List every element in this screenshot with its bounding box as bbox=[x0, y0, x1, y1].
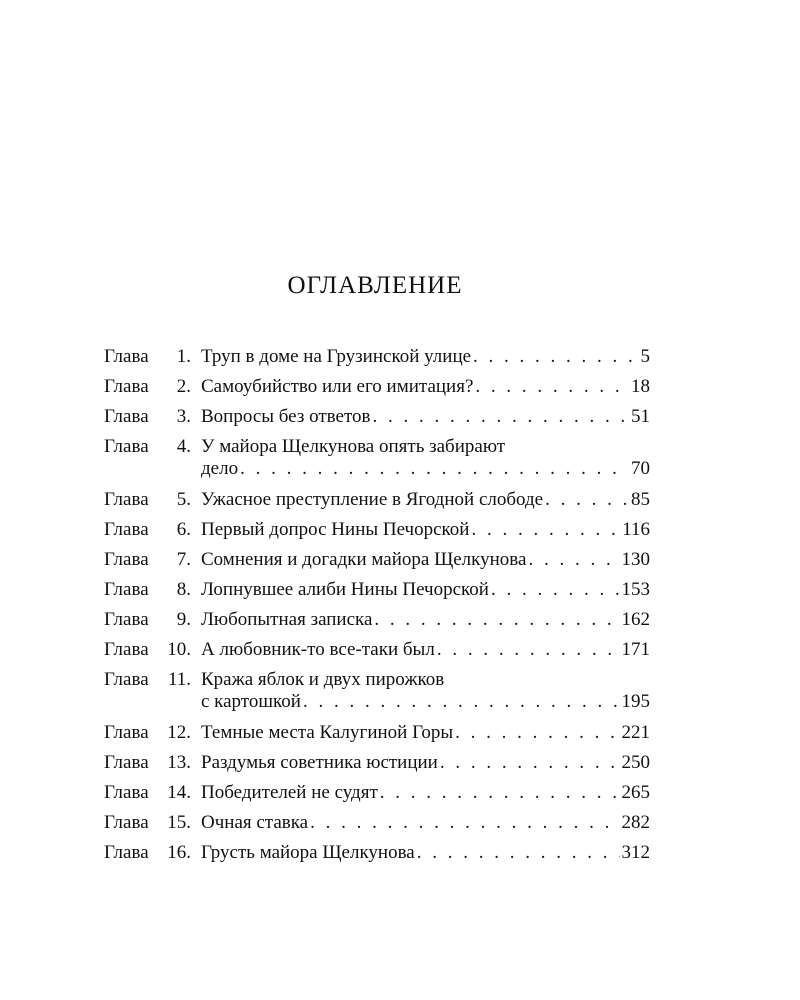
chapter-number: 13. bbox=[167, 752, 191, 773]
chapter-title: Лопнувшее алиби Нины Печорской bbox=[201, 579, 489, 600]
chapter-title: дело bbox=[201, 458, 239, 479]
dot-leader bbox=[491, 579, 620, 601]
chapter-number: 15. bbox=[167, 812, 191, 833]
page-title: ОГЛАВЛЕНИЕ bbox=[287, 272, 463, 299]
chapter-title: Раздумья советника юстиции bbox=[201, 752, 438, 773]
chapter-title: Победителей не судят bbox=[201, 782, 378, 803]
chapter-title: с картошкой bbox=[201, 691, 301, 712]
dot-leader bbox=[471, 519, 620, 541]
chapter-number: 10. bbox=[167, 639, 191, 660]
toc-entry bbox=[104, 669, 650, 713]
toc-entry bbox=[104, 346, 650, 368]
page-number: 70 bbox=[631, 458, 650, 479]
toc-entry bbox=[104, 519, 650, 541]
chapter-label bbox=[104, 722, 201, 744]
dot-leader bbox=[372, 406, 629, 428]
chapter-label bbox=[104, 782, 201, 804]
chapter-word: Глава bbox=[104, 812, 149, 833]
chapter-label bbox=[104, 346, 201, 368]
chapter-label bbox=[104, 489, 201, 511]
chapter-word: Глава bbox=[104, 376, 149, 397]
chapter-title: Темные места Калугиной Горы bbox=[201, 722, 454, 743]
dot-leader bbox=[437, 639, 620, 661]
chapter-title: Сомнения и догадки майора Щелкунова bbox=[201, 549, 527, 570]
page-number: 162 bbox=[621, 609, 650, 630]
chapter-title: У майора Щелкунова опять забирают bbox=[201, 436, 506, 457]
chapter-label bbox=[104, 639, 201, 661]
chapter-label bbox=[104, 549, 201, 571]
chapter-number: 14. bbox=[167, 782, 191, 803]
page-number: 312 bbox=[621, 842, 650, 863]
chapter-title: Труп в доме на Грузинской улице bbox=[201, 346, 472, 367]
chapter-number: 6. bbox=[176, 519, 191, 540]
chapter-label bbox=[104, 519, 201, 541]
dot-leader bbox=[473, 346, 638, 368]
chapter-label bbox=[104, 579, 201, 601]
dot-leader bbox=[455, 722, 619, 744]
chapter-label bbox=[104, 812, 201, 834]
toc-entry bbox=[104, 752, 650, 774]
chapter-number: 16. bbox=[167, 842, 191, 863]
chapter-title: Грусть майора Щелкунова bbox=[201, 842, 415, 863]
chapter-word: Глава bbox=[104, 722, 149, 743]
toc-entry bbox=[104, 782, 650, 804]
chapter-number: 7. bbox=[176, 549, 191, 570]
chapter-label bbox=[104, 669, 201, 691]
page-number: 5 bbox=[640, 346, 650, 367]
chapter-word: Глава bbox=[104, 609, 149, 630]
chapter-word: Глава bbox=[104, 782, 149, 803]
page-number: 85 bbox=[631, 489, 650, 510]
chapter-word: Глава bbox=[104, 489, 149, 510]
chapter-word: Глава bbox=[104, 436, 149, 457]
chapter-word: Глава bbox=[104, 842, 149, 863]
chapter-number: 4. bbox=[176, 436, 191, 457]
chapter-word: Глава bbox=[104, 639, 149, 660]
toc-entry bbox=[104, 376, 650, 398]
chapter-number: 3. bbox=[176, 406, 191, 427]
chapter-label bbox=[104, 842, 201, 864]
page-number: 171 bbox=[621, 639, 650, 660]
dot-leader bbox=[440, 752, 620, 774]
chapter-label bbox=[104, 752, 201, 774]
chapter-label bbox=[104, 376, 201, 398]
chapter-number: 11. bbox=[167, 669, 191, 690]
dot-leader bbox=[417, 842, 620, 864]
chapter-label bbox=[104, 609, 201, 631]
chapter-title: Кража яблок и двух пирожков bbox=[201, 669, 445, 690]
dot-leader bbox=[380, 782, 620, 804]
chapter-number: 5. bbox=[176, 489, 191, 510]
chapter-title: А любовник-то все-таки был bbox=[201, 639, 435, 660]
chapter-label bbox=[104, 436, 201, 458]
chapter-word: Глава bbox=[104, 406, 149, 427]
toc-entry bbox=[104, 436, 650, 480]
toc-entry bbox=[104, 579, 650, 601]
page-number: 116 bbox=[622, 519, 650, 540]
page-number: 51 bbox=[631, 406, 650, 427]
toc-entry bbox=[104, 489, 650, 511]
chapter-title: Первый допрос Нины Печорской bbox=[201, 519, 470, 540]
page-number: 18 bbox=[631, 376, 650, 397]
toc-entry bbox=[104, 609, 650, 631]
chapter-title: Вопросы без ответов bbox=[201, 406, 371, 427]
dot-leader bbox=[310, 812, 619, 834]
page-number: 130 bbox=[621, 549, 650, 570]
chapter-number: 12. bbox=[167, 722, 191, 743]
chapter-word: Глава bbox=[104, 669, 149, 690]
toc-entry bbox=[104, 842, 650, 864]
dot-leader bbox=[545, 489, 629, 511]
page-number: 195 bbox=[621, 691, 650, 712]
table-of-contents bbox=[104, 346, 650, 872]
page-number: 221 bbox=[621, 722, 650, 743]
chapter-title: Самоубийство или его имитация? bbox=[201, 376, 474, 397]
chapter-number: 2. bbox=[176, 376, 191, 397]
page-number: 153 bbox=[621, 579, 650, 600]
chapter-word: Глава bbox=[104, 752, 149, 773]
chapter-title: Ужасное преступление в Ягодной слободе bbox=[201, 489, 544, 510]
chapter-number: 9. bbox=[176, 609, 191, 630]
dot-leader bbox=[528, 549, 619, 571]
chapter-word: Глава bbox=[104, 579, 149, 600]
page-number: 265 bbox=[621, 782, 650, 803]
toc-entry bbox=[104, 639, 650, 661]
chapter-number: 8. bbox=[176, 579, 191, 600]
dot-leader bbox=[240, 458, 629, 480]
dot-leader bbox=[374, 609, 619, 631]
chapter-label bbox=[104, 406, 201, 428]
chapter-word: Глава bbox=[104, 346, 149, 367]
toc-entry bbox=[104, 549, 650, 571]
dot-leader bbox=[303, 691, 620, 713]
page-number: 282 bbox=[621, 812, 650, 833]
dot-leader bbox=[475, 376, 629, 398]
chapter-word: Глава bbox=[104, 519, 149, 540]
chapter-number: 1. bbox=[176, 346, 191, 367]
toc-entry bbox=[104, 406, 650, 428]
page-number: 250 bbox=[621, 752, 650, 773]
toc-entry bbox=[104, 812, 650, 834]
chapter-title: Любопытная записка bbox=[201, 609, 373, 630]
toc-entry bbox=[104, 722, 650, 744]
chapter-word: Глава bbox=[104, 549, 149, 570]
chapter-title: Очная ставка bbox=[201, 812, 309, 833]
